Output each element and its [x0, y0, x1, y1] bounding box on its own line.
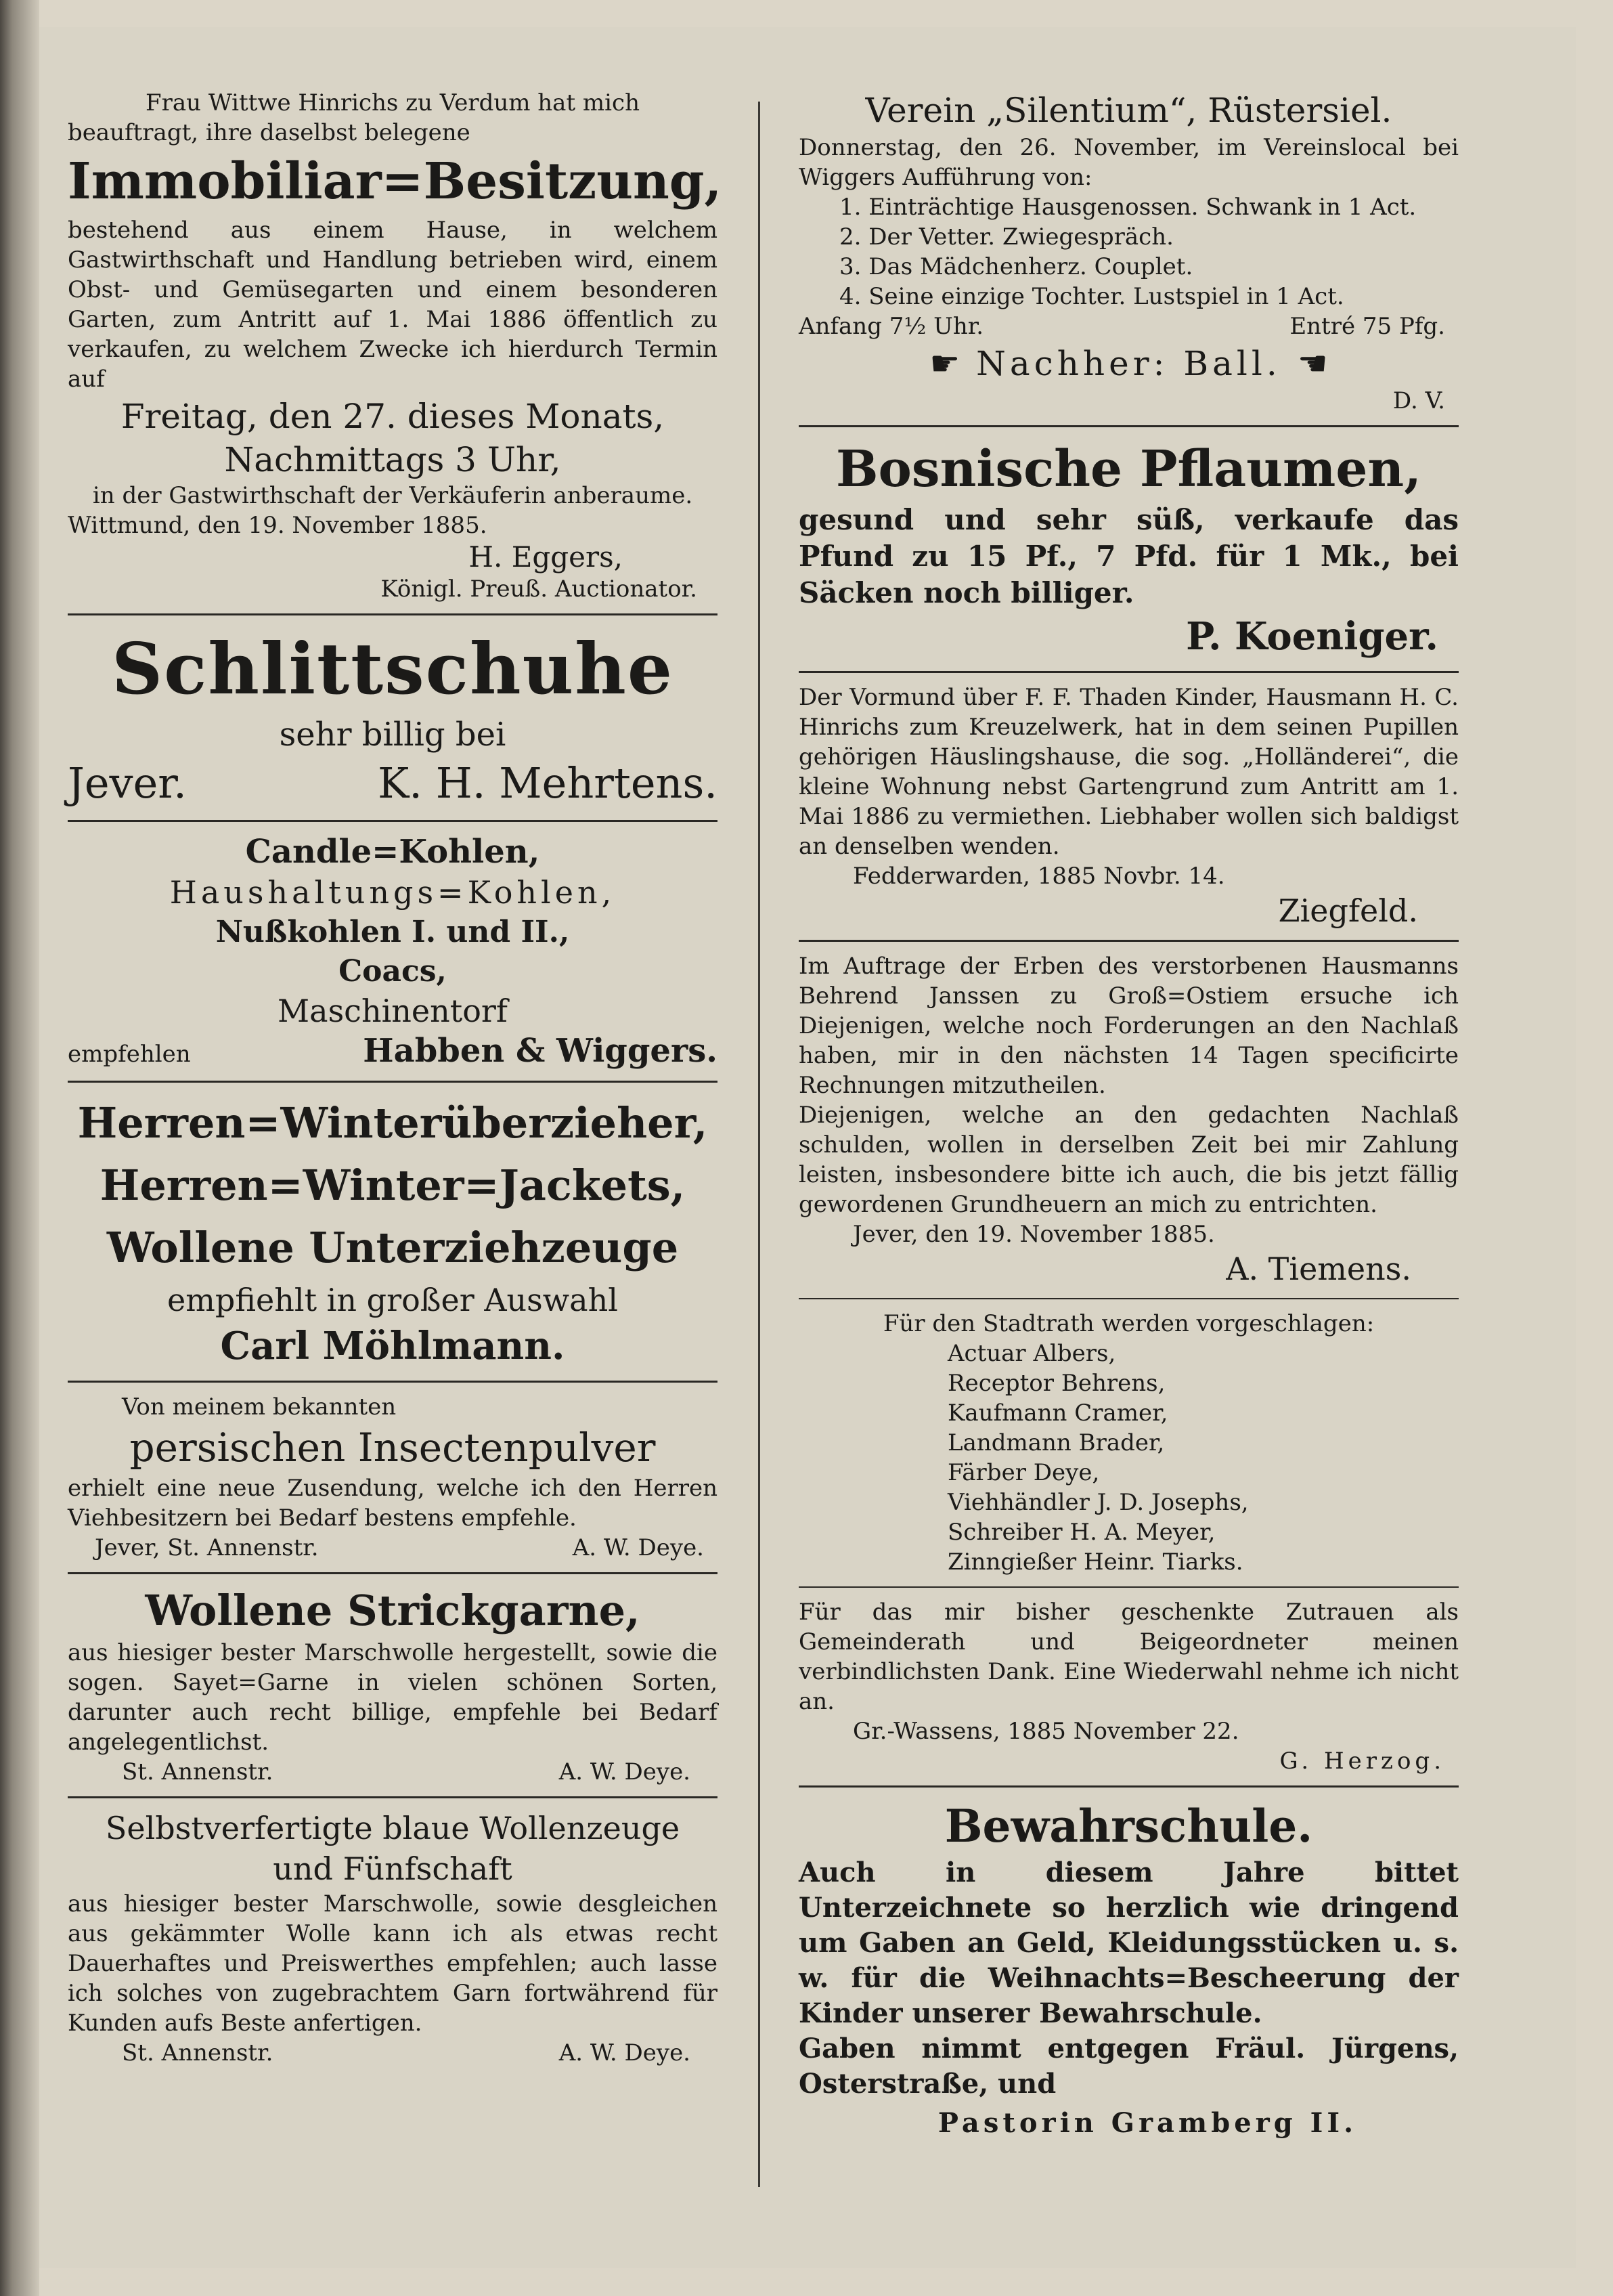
ad-firm: Carl Möhlmann.	[220, 1324, 565, 1368]
candidate-list	[799, 1339, 1459, 1577]
ad-signer: P. Koeniger.	[1186, 614, 1438, 659]
winter-ad	[68, 1092, 717, 1371]
column-divider	[758, 102, 760, 2187]
ad-place: St. Annenstr.	[122, 2039, 273, 2066]
wollenzeuge-ad	[68, 1808, 717, 2068]
immobilien-ad	[68, 88, 722, 604]
ad-firm: K. H. Mehrtens.	[377, 758, 717, 808]
bewahrschule-ad	[799, 1797, 1459, 2145]
ad-lead: empfehlen	[68, 1041, 191, 1068]
ad-line: Herren=Winterüberzieher,	[77, 1098, 708, 1148]
ad-date: Freitag, den 27. dieses Monats,	[120, 397, 665, 436]
ad-line: Candle=Kohlen,	[245, 833, 540, 871]
nachlass-ad	[799, 951, 1459, 1288]
ad-headline: persischen Insectenpulver	[129, 1425, 656, 1471]
ad-line: Haushaltungs=Kohlen,	[169, 874, 616, 911]
ad-body: erhielt eine neue Zusendung, welche ich den Herren Viehbesitzern bei Bedarf bestens empfehle.	[68, 1475, 717, 1532]
list-item: 1. Einträchtige Hausgenossen. Schwank in 1 Act.	[839, 194, 1417, 221]
ad-footer-row	[68, 756, 717, 810]
separator	[799, 671, 1459, 673]
ad-signer: A. W. Deye.	[572, 1534, 704, 1561]
ad-paragraph: Im Auftrage der Erben des verstorbenen Hausmanns Behrend Janssen zu Groß=Ostiem ersuche ich Diejenigen, welche noch Forderungen an den Nachlaß haben, mir in den nächsten 14 Tagen specificirte Rechnungen mitzutheilen.	[799, 953, 1459, 1099]
ad-headline: Selbstverfertigte blaue Wollenzeuge	[105, 1810, 680, 1846]
ad-footer-row	[68, 1757, 717, 1787]
ad-signer: Pastorin Gramberg II.	[937, 2107, 1357, 2139]
ad-entry: Entré 75 Pfg.	[1289, 313, 1445, 340]
ad-headline: und Fünfschaft	[273, 1850, 512, 1887]
separator	[68, 1572, 717, 1574]
ad-line: Nußkohlen I. und II.,	[215, 915, 570, 949]
list-item: Kaufmann Cramer,	[948, 1400, 1168, 1427]
ad-intro-line: Frau Wittwe Hinrichs zu Verdum hat mich	[146, 89, 640, 116]
separator	[68, 1081, 717, 1083]
notice-signer: G. Herzog.	[1279, 1748, 1445, 1775]
ad-signer: A. W. Deye.	[558, 1758, 690, 1785]
ad-place: Jever, St. Annenstr.	[95, 1534, 319, 1561]
ad-signer: H. Eggers,	[468, 540, 623, 573]
separator	[799, 1785, 1459, 1788]
ad-body: gesund und sehr süß, verkaufe das Pfund zu 15 Pf., 7 Pfd. für 1 Mk., bei Säcken noch billiger.	[799, 503, 1459, 609]
list-item: Actuar Albers,	[948, 1340, 1116, 1367]
vormund-ad	[799, 683, 1459, 930]
separator	[799, 940, 1459, 942]
list-item: 2. Der Vetter. Zwiegespräch.	[839, 223, 1174, 251]
ad-line: Maschinentorf	[278, 993, 508, 1029]
ad-intro: Donnerstag, den 26. November, im Vereinslocal bei Wiggers Aufführung von:	[799, 134, 1459, 191]
ad-body: bestehend aus einem Hause, in welchem Gastwirthschaft und Handlung betrieben wird, einem Obst- und Gemüsegarten und einem besonderen Garten, zum Antritt auf 1. Mai 1886 öffentlich zu verkaufen, zu welchem Zwecke ich hierdurch Termin auf	[68, 217, 717, 393]
insecten-ad	[68, 1392, 717, 1563]
ad-dateline: Jever, den 19. November 1885.	[853, 1221, 1215, 1248]
ad-body: aus hiesiger bester Marschwolle hergestellt, sowie die sogen. Sayet=Garne in vielen schönen Sorten, darunter auch recht billige, empfehle bei Bedarf angelegentlichst.	[68, 1639, 717, 1756]
ad-dateline: Wittmund, den 19. November 1885.	[68, 512, 487, 539]
ad-signer: D. V.	[1392, 387, 1445, 414]
pointing-hand-left-icon: ☚	[1297, 344, 1328, 383]
ad-footer-row	[68, 2038, 717, 2068]
ad-headline: Wollene Strickgarne,	[145, 1586, 640, 1635]
ad-headline: Bewahrschule.	[944, 1800, 1313, 1853]
ad-firm: Habben & Wiggers.	[363, 1032, 717, 1070]
left-column	[68, 88, 722, 2075]
ad-intro: Von meinem bekannten	[122, 1393, 397, 1421]
ad-start: Anfang 7½ Uhr.	[799, 313, 984, 340]
ad-headline: Verein „Silentium“, Rüstersiel.	[865, 91, 1392, 130]
kohlen-ad	[68, 831, 717, 1071]
ad-place: in der Gastwirthschaft der Verkäuferin anberaume.	[92, 482, 693, 509]
separator	[68, 613, 717, 615]
ad-line: Herren=Winter=Jackets,	[100, 1161, 686, 1210]
notice-dateline: Gr.-Wassens, 1885 November 22.	[853, 1718, 1239, 1745]
ad-signer: A. W. Deye.	[558, 2039, 690, 2066]
page-binding-edge	[0, 0, 39, 2296]
list-item: Färber Deye,	[948, 1459, 1100, 1486]
ad-signer: Ziegfeld.	[1278, 892, 1418, 929]
ad-footer-row	[68, 1031, 717, 1071]
ad-dateline: Fedderwarden, 1885 Novbr. 14.	[853, 863, 1225, 890]
ad-line: Wollene Unterziehzeuge	[106, 1223, 679, 1272]
list-item: Schreiber H. A. Meyer,	[948, 1519, 1216, 1546]
ad-footer-row	[799, 311, 1459, 341]
ad-time: Nachmittags 3 Uhr,	[224, 440, 561, 479]
dank-notice	[799, 1597, 1459, 1776]
ad-line: empfiehlt in großer Auswahl	[167, 1282, 618, 1318]
notice-intro: Für den Stadtrath werden vorgeschlagen:	[883, 1310, 1375, 1337]
ad-place: Jever.	[68, 758, 187, 808]
separator	[68, 1796, 717, 1798]
list-item: 3. Das Mädchenherz. Couplet.	[839, 253, 1193, 280]
ad-signer-title: Königl. Preuß. Auctionator.	[380, 576, 697, 603]
separator	[799, 1586, 1459, 1588]
ad-intro-line: beauftragt, ihre daselbst belegene	[68, 119, 470, 146]
stadtrath-notice	[799, 1309, 1459, 1577]
pointing-hand-right-icon: ☛	[929, 344, 960, 383]
ad-body: Der Vormund über F. F. Thaden Kinder, Hausmann H. C. Hinrichs zum Kreuzelwerk, hat in dem seinen Pupillen gehörigen Häuslingshause, die sog. „Holländerei“, die kleine Wohnung nebst Gartengrund zum Antritt am 1. Mai 1886 zu vermiethen. Liebhaber wollen sich baldigst an denselben wenden.	[799, 684, 1459, 860]
silentium-ad	[799, 88, 1459, 416]
list-item: Viehhändler J. D. Josephs,	[948, 1489, 1249, 1516]
ad-headline: Schlittschuhe	[111, 627, 674, 710]
list-item: Landmann Brader,	[948, 1429, 1165, 1456]
notice-body: Für das mir bisher geschenkte Zutrauen als Gemeinderath und Beigeordneter meinen verbindlichsten Dank. Eine Wiederwahl nehme ich nicht an.	[799, 1599, 1459, 1715]
list-item: Zinngießer Heinr. Tiarks.	[948, 1548, 1243, 1576]
ad-headline: Bosnische Pflaumen,	[836, 440, 1421, 498]
ad-headline: Immobiliar=Besitzung,	[68, 152, 722, 211]
separator	[68, 820, 717, 822]
ad-body: Gaben nimmt entgegen Fräul. Jürgens, Osterstraße, und	[799, 2033, 1459, 2100]
ad-footer-row	[68, 1533, 717, 1563]
schlittschuhe-ad	[68, 625, 717, 810]
ad-line: Coacs,	[338, 954, 447, 989]
ad-sub: sehr billig bei	[279, 716, 506, 754]
separator	[799, 425, 1459, 427]
ad-body: Auch in diesem Jahre bittet Unterzeichnete so herzlich wie dringend um Gaben an Geld, Kleidungsstücken u. s. w. für die Weihnachts=Bescheerung der Kinder unserer Bewahrschule.	[799, 1857, 1459, 2029]
ad-after: Nachher: Ball.	[976, 344, 1281, 383]
ad-body: aus hiesiger bester Marschwolle, sowie desgleichen aus gekämmter Wolle kann ich als etwas recht Dauerhaftes und Preiswerthes empfehlen; auch lasse ich solches von zugebrachtem Garn fortwährend für Kunden aufs Beste anfertigen.	[68, 1890, 717, 2037]
pflaumen-ad	[799, 437, 1459, 662]
program-list	[799, 192, 1459, 311]
ad-signer: A. Tiemens.	[1226, 1251, 1411, 1287]
strickgarne-ad	[68, 1584, 717, 1787]
ad-paragraph: Diejenigen, welche an den gedachten Nachlaß schulden, wollen in derselben Zeit bei mir Zahlung leisten, insbesondere bitte ich auch, die bis jetzt fällig gewordenen Grundheuern an mich zu entrichten.	[799, 1102, 1459, 1218]
ball-row	[799, 341, 1459, 386]
separator	[68, 1381, 717, 1383]
list-item: Receptor Behrens,	[948, 1370, 1166, 1397]
separator	[799, 1298, 1459, 1299]
right-column	[799, 88, 1459, 2152]
ad-place: St. Annenstr.	[122, 1758, 273, 1785]
list-item: 4. Seine einzige Tochter. Lustspiel in 1 Act.	[839, 283, 1344, 310]
